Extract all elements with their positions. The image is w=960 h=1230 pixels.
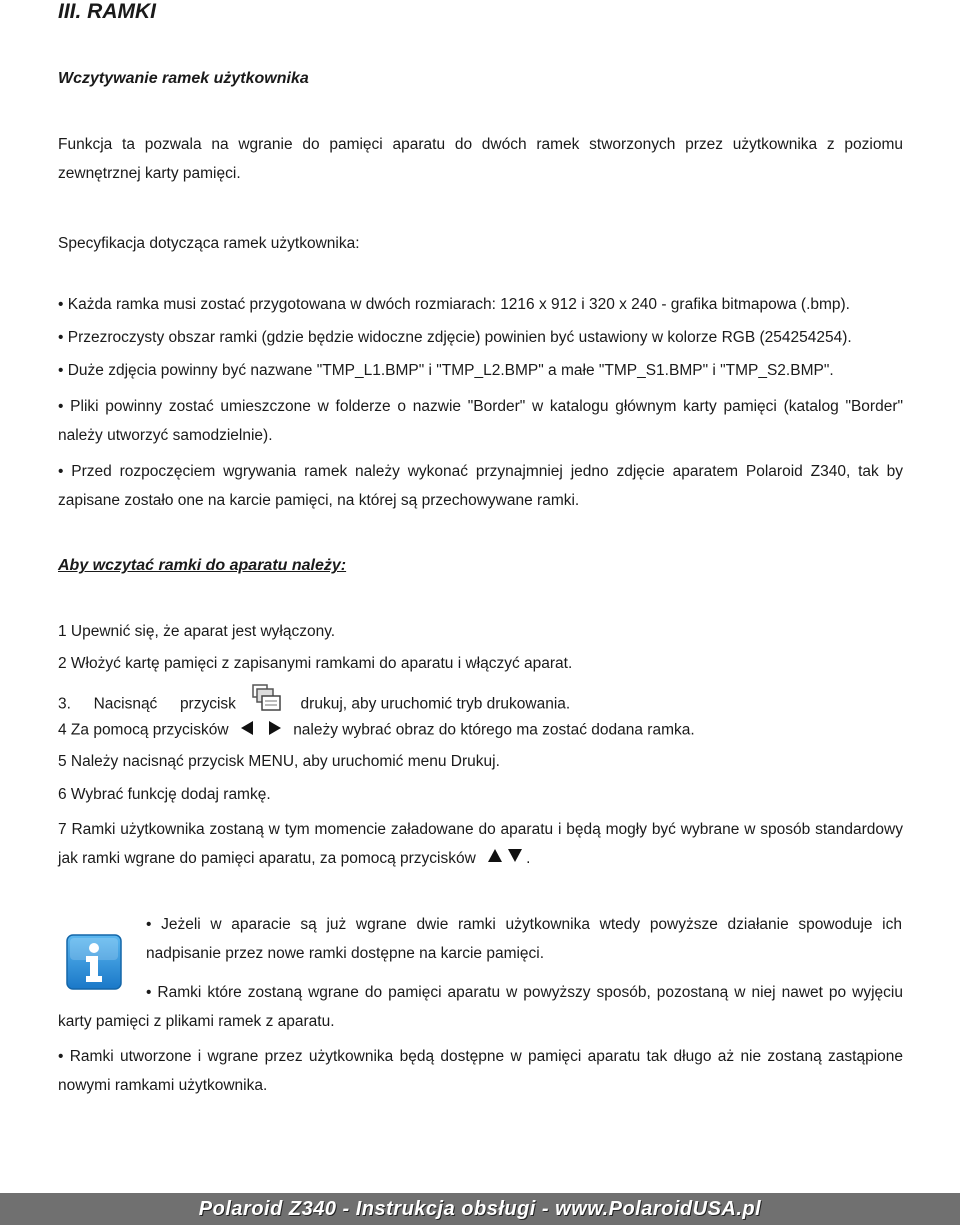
step-7	[58, 815, 903, 873]
subheading: Wczytywanie ramek użytkownika	[58, 70, 309, 87]
step-4-text-b: należy wybrać obraz do którego ma zostać dodana ramka.	[293, 721, 695, 739]
step-4-text-a: 4 Za pomocą przycisków	[58, 721, 229, 739]
spec-item: • Duże zdjęcia powinny być nazwane "TMP_L1.BMP" i "TMP_L2.BMP" a małe "TMP_S1.BMP" i "TMP_S2.BMP".	[58, 362, 834, 379]
spec-item: • Pliki powinny zostać umieszczone w folderze o nazwie "Border" w katalogu głównym karty pamięci (katalog "Border" należy utworzyć samodzielnie).	[58, 398, 903, 444]
step-3-text-c: drukuj, aby uruchomić tryb drukowania.	[300, 695, 571, 713]
print-icon	[252, 684, 288, 717]
steps-heading: Aby wczytać ramki do aparatu należy:	[58, 557, 347, 574]
step-3-number: 3.	[58, 695, 71, 713]
step-2: 2 Włożyć kartę pamięci z zapisanymi ramkami do aparatu i włączyć aparat.	[58, 655, 573, 672]
spec-item: • Każda ramka musi zostać przygotowana w dwóch rozmiarach: 1216 x 912 i 320 x 240 - grafika bitmapowa (.bmp).	[58, 296, 850, 313]
note-2: • Ramki które zostaną wgrane do pamięci aparatu w powyższy sposób, pozostaną w niej nawet po wyjęciu karty pamięci z plikami ramek z aparatu.	[58, 984, 903, 1030]
footer-text: Polaroid Z340 - Instrukcja obsługi - www.PolaroidUSA.pl	[198, 1198, 762, 1220]
step-7-end: .	[526, 850, 531, 867]
step-5: 5 Należy nacisnąć przycisk MENU, aby uruchomić menu Drukuj.	[58, 753, 500, 770]
step-3-text-a: Nacisnąć	[93, 695, 158, 713]
step-3-text-b: przycisk	[179, 695, 236, 713]
note-3: • Ramki utworzone i wgrane przez użytkownika będą dostępne w pamięci aparatu tak długo aż nie zostaną zastąpione nowymi ramkami użytkownika.	[58, 1048, 903, 1094]
left-right-arrows-icon	[239, 720, 283, 741]
spec-heading: Specyfikacja dotycząca ramek użytkownika:	[58, 235, 360, 252]
step-4	[58, 720, 695, 741]
step-7-text: 7 Ramki użytkownika zostaną w tym momencie załadowane do aparatu i będą mogły być wybrane w sposób standardowy jak ramki wgrane do pamięci aparatu, za pomocą przycisków	[58, 821, 903, 867]
note-1: • Jeżeli w aparacie są już wgrane dwie ramki użytkownika wtedy powyższe działanie spowoduje ich nadpisanie przez nowe ramki dostępne na karcie pamięci.	[146, 916, 902, 962]
intro-paragraph: Funkcja ta pozwala na wgranie do pamięci aparatu do dwóch ramek stworzonych przez użytkownika z poziomu zewnętrznej karty pamięci.	[58, 136, 903, 182]
page-title: III. RAMKI	[58, 0, 156, 23]
spec-item: • Przezroczysty obszar ramki (gdzie będzie widoczne zdjęcie) powinien być ustawiony w kolorze RGB (254254254).	[58, 329, 852, 346]
step-3	[58, 688, 570, 721]
step-1: 1 Upewnić się, że aparat jest wyłączony.	[58, 623, 336, 640]
up-down-arrows-icon	[486, 844, 526, 873]
spec-item: • Przed rozpoczęciem wgrywania ramek należy wykonać przynajmniej jedno zdjęcie aparatem Polaroid Z340, tak by zapisane zostało one na karcie pamięci, na której są przechowywane ramki.	[58, 463, 903, 509]
step-6: 6 Wybrać funkcję dodaj ramkę.	[58, 786, 271, 803]
